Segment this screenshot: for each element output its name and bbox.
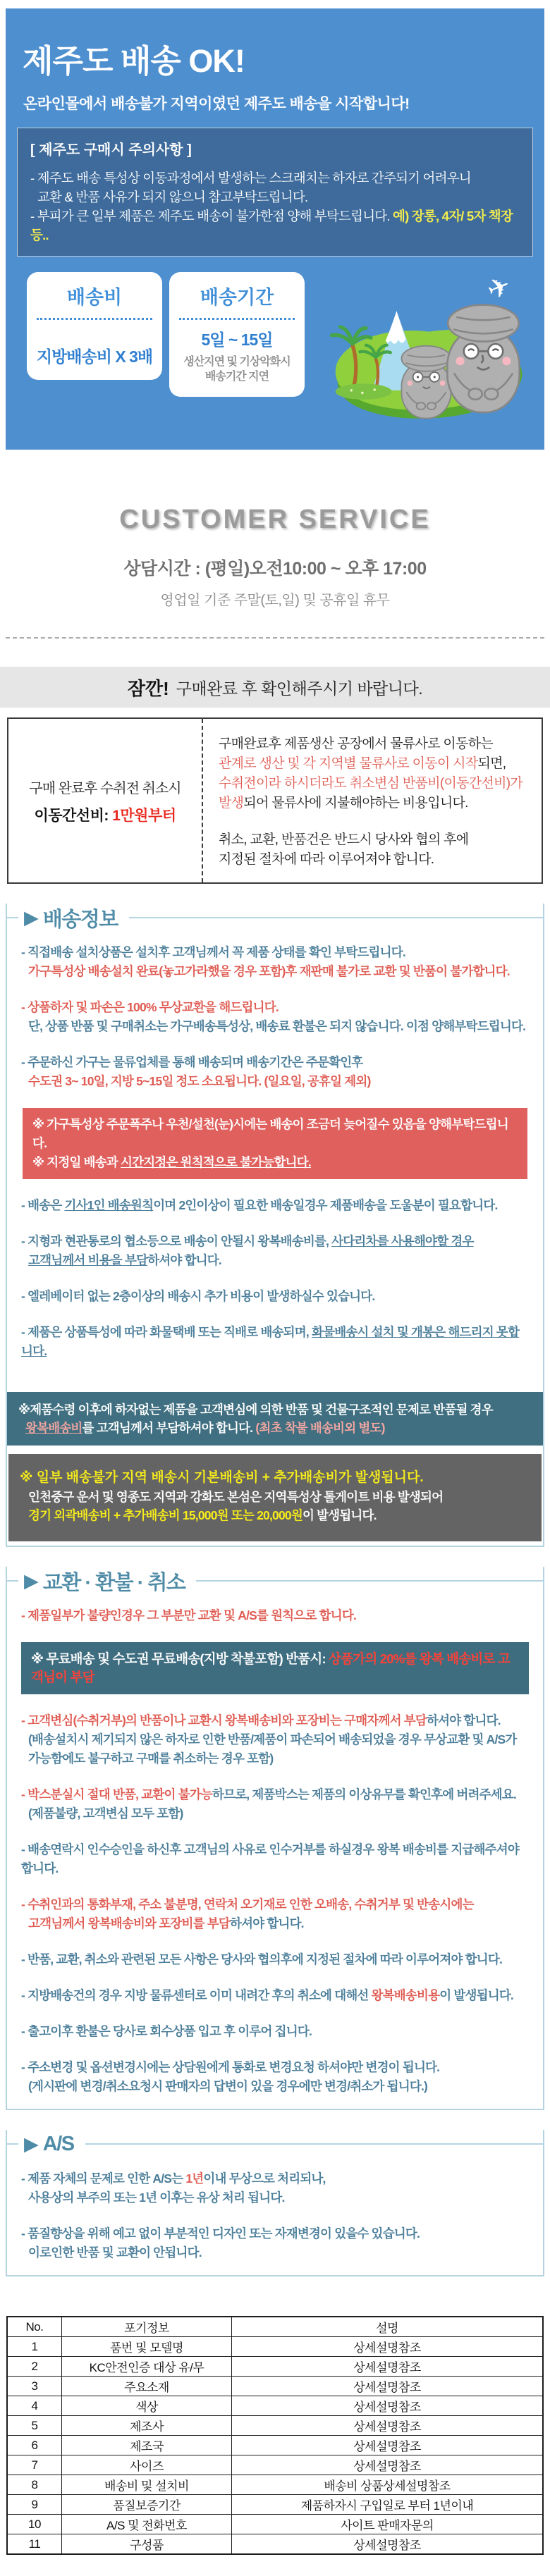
table-row: 11 구성품 상세설명참조 bbox=[7, 2534, 543, 2555]
dol-hareubang-large-icon bbox=[447, 305, 519, 413]
text-line: - 출고이후 환불은 당사로 회수상품 입고 후 이루어 집니다. bbox=[21, 2024, 312, 2038]
text-line: - 배송은 기사1인 배송원칙이며 2인이상이 필요한 배송일경우 제품배송을 도울분이 필요합니다. bbox=[21, 1198, 498, 1212]
header-stub-line bbox=[7, 2143, 18, 2145]
text-line: - 박스분실시 절대 반품, 교환이 불가능하므로, 제품박스는 제품의 이상유무를 확인후에 버려주세요. bbox=[21, 1787, 517, 1801]
text-line: - 주문하신 가구는 물류업체를 통해 배송되며 배송기간은 주문확인후 bbox=[21, 1055, 363, 1069]
shipping-period-card-title: 배송기간 bbox=[200, 287, 274, 308]
text-line: 취소, 교환, 반품건은 반드시 당사와 협의 후에 bbox=[219, 832, 469, 847]
shipping-fee-card-title: 배송비 bbox=[66, 287, 123, 308]
table-row: 1 품번 및 모델명 상세설명참조 bbox=[7, 2337, 543, 2357]
text-line: - 제품일부가 불량인경우 그 부분만 교환 및 A/S를 원칙으로 합니다. bbox=[21, 1608, 357, 1622]
customer-service-closed: 영업일 기준 주말(토,일) 및 공휴일 휴무 bbox=[160, 593, 390, 608]
text-line: 가구특성상 배송설치 완료(놓고가라했을 경우 포함)후 재판매 불가로 교환 및 반품이 불가합니다. bbox=[28, 964, 510, 978]
jeju-island-illustration bbox=[316, 262, 536, 426]
cancel-fee-label: 이동간선비: bbox=[34, 807, 109, 824]
text-line: 발생되어 물류사에 지불해야하는 비용입니다. bbox=[219, 796, 468, 811]
text-line: - 품질향상을 위해 예고 없이 부분적인 디자인 또는 자재변경이 있을수 있습니다. bbox=[21, 2226, 420, 2241]
cancel-fee-value: 1만원부터 bbox=[112, 807, 176, 824]
table-row: 10 A/S 및 전화번호 사이트 판매자문의 bbox=[7, 2515, 543, 2534]
exchange-refund-title: 교환 · 환불 · 취소 bbox=[42, 1571, 185, 1594]
cancel-left-line2 bbox=[34, 804, 176, 825]
jeju-banner-subtitle: 온라인몰에서 배송불가 지역이였던 제주도 배송을 시작합니다! bbox=[23, 96, 410, 112]
text-line: 수취전이라 하시더라도 취소변심 반품비(이동간선비)가 bbox=[219, 776, 523, 791]
text-line: 관계로 생산 및 각 지역별 물류사로 이동이 시작되면, bbox=[219, 756, 506, 771]
header-rule-line bbox=[129, 917, 543, 918]
text-line: - 지형과 현관통로의 협소등으로 배송이 안될시 왕복배송비를, 사다리차를 사용해야할 경우 bbox=[21, 1234, 474, 1248]
text-line: 단, 상품 반품 및 구매취소는 가구배송특성상, 배송료 환불은 되지 않습니다. 이점 양해부탁드립니다. bbox=[28, 1019, 526, 1033]
jeju-notice-title: [ 제주도 구매시 주의사항 ] bbox=[30, 142, 192, 158]
shipping-fee-card bbox=[27, 272, 162, 380]
cancel-fee-box bbox=[7, 717, 543, 884]
table-header-row bbox=[7, 2317, 543, 2337]
as-section bbox=[6, 2130, 544, 2276]
jeju-notice-line: - 부피가 큰 일부 제품은 제주도 배송이 불가한점 양해 부탁드립니다. 예) 장롱, 4자/ 5자 책장 등.. bbox=[30, 209, 513, 242]
section-arrow-icon: ▶ bbox=[24, 906, 39, 928]
text-line: ※ 일부 배송불가 지역 배송시 기본배송비 + 추가배송비가 발생됩니다. bbox=[20, 1470, 424, 1485]
text-line: - 지방배송건의 경우 지방 물류센터로 이미 내려간 후의 취소에 대해선 왕복배송비용이 발생됩니다. bbox=[21, 1988, 513, 2002]
text-line: - 고객변심(수취거부)의 반품이나 교환시 왕복배송비와 포장비는 구매자께서 부담하셔야 합니다. bbox=[21, 1713, 501, 1727]
dashed-divider bbox=[6, 637, 544, 639]
extra-fee-alert bbox=[8, 1454, 542, 1541]
text-line: - 수취인과의 통화부재, 주소 불분명, 연락처 오기재로 인한 오배송, 수취거부 및 반송시에는 bbox=[21, 1897, 474, 1911]
text-line: 지정된 절차에 따라 이루어져야 합니다. bbox=[219, 852, 434, 867]
section-arrow-icon: ▶ bbox=[24, 1570, 39, 1591]
table-row: 8 배송비 및 설치비 배송비 상품상세설명참조 bbox=[7, 2475, 543, 2495]
text-line: (배송설치시 제기되지 않은 하자로 인한 반품/제품이 파손되어 배송되었을 경우 무상교환 및 A/S가 bbox=[28, 1732, 517, 1746]
text-line: - 배송연락시 인수승인을 하신후 고객님의 사유로 인수거부를 하실경우 왕복 배송비를 지급해주셔야 합니다. bbox=[21, 1842, 519, 1875]
shipping-period-card-value: 5일 ~ 15일 bbox=[201, 331, 273, 349]
table-row: 7 사이즈 상세설명참조 bbox=[7, 2455, 543, 2475]
text-line: - 제품은 상품특성에 따라 화물택배 또는 직배로 배송되며, 화물배송시 설치 및 개봉은 해드리지 못합니다. bbox=[21, 1325, 520, 1358]
exchange-refund-body bbox=[7, 1595, 543, 2109]
return-fee-alert bbox=[7, 1392, 543, 1446]
text-line: - 직접배송 설치상품은 설치후 고객님께서 꼭 제품 상태를 확인 부탁드립니다. bbox=[21, 945, 405, 959]
text-line: - 상품하자 및 파손은 100% 무상교환을 해드립니다. bbox=[21, 1000, 279, 1014]
table-header-info: 포기정보 bbox=[62, 2317, 232, 2337]
text-line: ※ 무료배송 및 수도권 무료배송(지방 착불포함) 반품시: 상품가의 20%를 왕복 배송비로 고객님이 부담 bbox=[31, 1651, 510, 1684]
as-body bbox=[7, 2158, 543, 2275]
airplane-icon: ✈ bbox=[482, 269, 515, 307]
shipping-info-title: 배송정보 bbox=[42, 908, 118, 931]
header-stub-line bbox=[7, 1580, 18, 1582]
text-line: 고객님께서 비용을 부담하셔야 합니다. bbox=[28, 1253, 221, 1267]
table-row: 2 KC안전인증 대상 유/무 상세설명참조 bbox=[7, 2357, 543, 2377]
header-stub-line bbox=[7, 917, 18, 918]
text-line: - 엘레베이터 없는 2층이상의 배송시 추가 비용이 발생하실수 있습니다. bbox=[21, 1289, 375, 1303]
text-line: ※제품수령 이후에 하자없는 제품을 고객변심에 의한 반품 및 건물구조적인 문제로 반품될 경우 bbox=[18, 1403, 493, 1417]
dotted-divider bbox=[37, 318, 152, 320]
table-header-no: No. bbox=[7, 2317, 62, 2337]
quick-notice-text: 구매완료 후 확인해주시기 바랍니다. bbox=[176, 679, 423, 698]
free-shipping-return-banner bbox=[21, 1642, 529, 1694]
shipping-period-card bbox=[169, 272, 305, 397]
jeju-purchase-notice-box bbox=[17, 128, 533, 257]
text-line: - 반품, 교환, 취소와 관련된 모든 사항은 당사와 협의후에 지정된 절차에 따라 이루어져야 합니다. bbox=[21, 1952, 503, 1966]
text-line: 사용상의 부주의 또는 1년 이후는 유상 처리 됩니다. bbox=[28, 2190, 285, 2205]
cancel-left-line1: 구매 완료후 수취전 취소시 bbox=[29, 780, 181, 796]
text-line: 구매완료후 제품생산 공장에서 물류사로 이동하는 bbox=[219, 737, 494, 751]
shipping-info-section bbox=[6, 904, 544, 1547]
section-arrow-icon: ▶ bbox=[24, 2133, 39, 2155]
dotted-divider bbox=[179, 318, 295, 320]
shipping-info-header bbox=[7, 904, 543, 932]
text-line: ※ 가구특성상 주문폭주나 우천/설천(눈)시에는 배송이 조금더 늦어질수 있음을 양해부탁드립니다. bbox=[32, 1117, 508, 1150]
text-line: ※ 지정일 배송과 시간지정은 원칙적으로 불가능합니다. bbox=[32, 1155, 311, 1169]
exchange-refund-header bbox=[7, 1567, 543, 1595]
as-header bbox=[7, 2130, 543, 2158]
text-line: 인천중구 운서 및 영종도 지역과 강화도 본섬은 지역특성상 톨게이트 비용 발생되어 bbox=[28, 1490, 444, 1504]
cancel-fee-box-right bbox=[203, 719, 542, 882]
text-line: 경기 외곽배송비 + 추가배송비 15,000원 또는 20,000원이 발생됩니다. bbox=[28, 1508, 377, 1522]
table-row: 9 품질보증기간 제품하자시 구입일로 부터 1년이내 bbox=[7, 2495, 543, 2515]
text-line: 고객님께서 왕복배송비와 포장비를 부담하셔야 합니다. bbox=[28, 1916, 304, 1930]
header-rule-line bbox=[196, 1580, 543, 1582]
dol-hareubang-small-icon bbox=[401, 346, 451, 419]
table-row: 5 제조사 상세설명참조 bbox=[7, 2416, 543, 2436]
quick-notice-bar bbox=[0, 667, 550, 708]
as-title: A/S bbox=[42, 2132, 74, 2155]
product-info-table bbox=[6, 2316, 544, 2555]
shipping-period-card-note: 생산지연 및 기상악화시 배송기간 지연 bbox=[183, 356, 291, 383]
text-line: 왕복배송비를 고객님께서 부담하셔야 합니다. (최초 착불 배송비외 별도) bbox=[25, 1421, 385, 1435]
customer-service-block bbox=[0, 505, 550, 609]
table-header-desc: 설명 bbox=[232, 2317, 544, 2337]
text-line: 가능함에도 불구하고 구매를 취소하는 경우 포함) bbox=[28, 1751, 274, 1765]
text-line: - 제품 자체의 문제로 인한 A/S는 1년이내 무상으로 처리되나, bbox=[21, 2171, 326, 2186]
jeju-banner-title: 제주도 배송 OK! bbox=[23, 43, 245, 79]
customer-service-title: CUSTOMER SERVICE bbox=[119, 505, 431, 534]
text-line: - 주소변경 및 옵션변경시에는 상담원에게 통화로 변경요청 하셔야만 변경이 됩니다. bbox=[21, 2060, 440, 2074]
quick-notice-strong: 잠깐! bbox=[127, 677, 169, 699]
table-row: 6 제조국 상세설명참조 bbox=[7, 2436, 543, 2455]
jeju-banner-bottom bbox=[27, 269, 544, 426]
text-line: 이로인한 반품 및 교환이 안됩니다. bbox=[28, 2245, 202, 2260]
table-row: 3 주요소재 상세설명참조 bbox=[7, 2377, 543, 2396]
text-line: (게시판에 변경/취소요청시 판매자의 답변이 있을 경우에만 변경/취소가 됩니다.) bbox=[28, 2079, 428, 2093]
customer-service-hours: 상담시간 : (평일)오전10:00 ~ 오후 17:00 bbox=[123, 559, 427, 579]
cancel-fee-box-left bbox=[8, 719, 203, 882]
exchange-refund-section bbox=[6, 1567, 544, 2110]
header-rule-line bbox=[85, 2143, 543, 2145]
jeju-notice-line: - 제주도 배송 특성상 이동과정에서 발생하는 스크래치는 하자로 간주되기 어려우니 bbox=[30, 171, 471, 185]
shipping-delay-alert bbox=[23, 1108, 527, 1179]
text-line: (제품불량, 고객변심 모두 포함) bbox=[28, 1806, 183, 1820]
table-row: 4 색상 상세설명참조 bbox=[7, 2396, 543, 2416]
shipping-info-body bbox=[7, 932, 543, 1374]
shipping-fee-card-value: 지방배송비 X 3배 bbox=[36, 347, 153, 366]
text-line: 수도권 3~ 10일, 지방 5~15일 정도 소요됩니다. (일요일, 공휴일 제외) bbox=[28, 1074, 371, 1088]
jeju-notice-line: 교환 & 반품 사유가 되지 않으니 참고부탁드립니다. bbox=[37, 190, 308, 204]
jeju-banner bbox=[6, 8, 544, 450]
